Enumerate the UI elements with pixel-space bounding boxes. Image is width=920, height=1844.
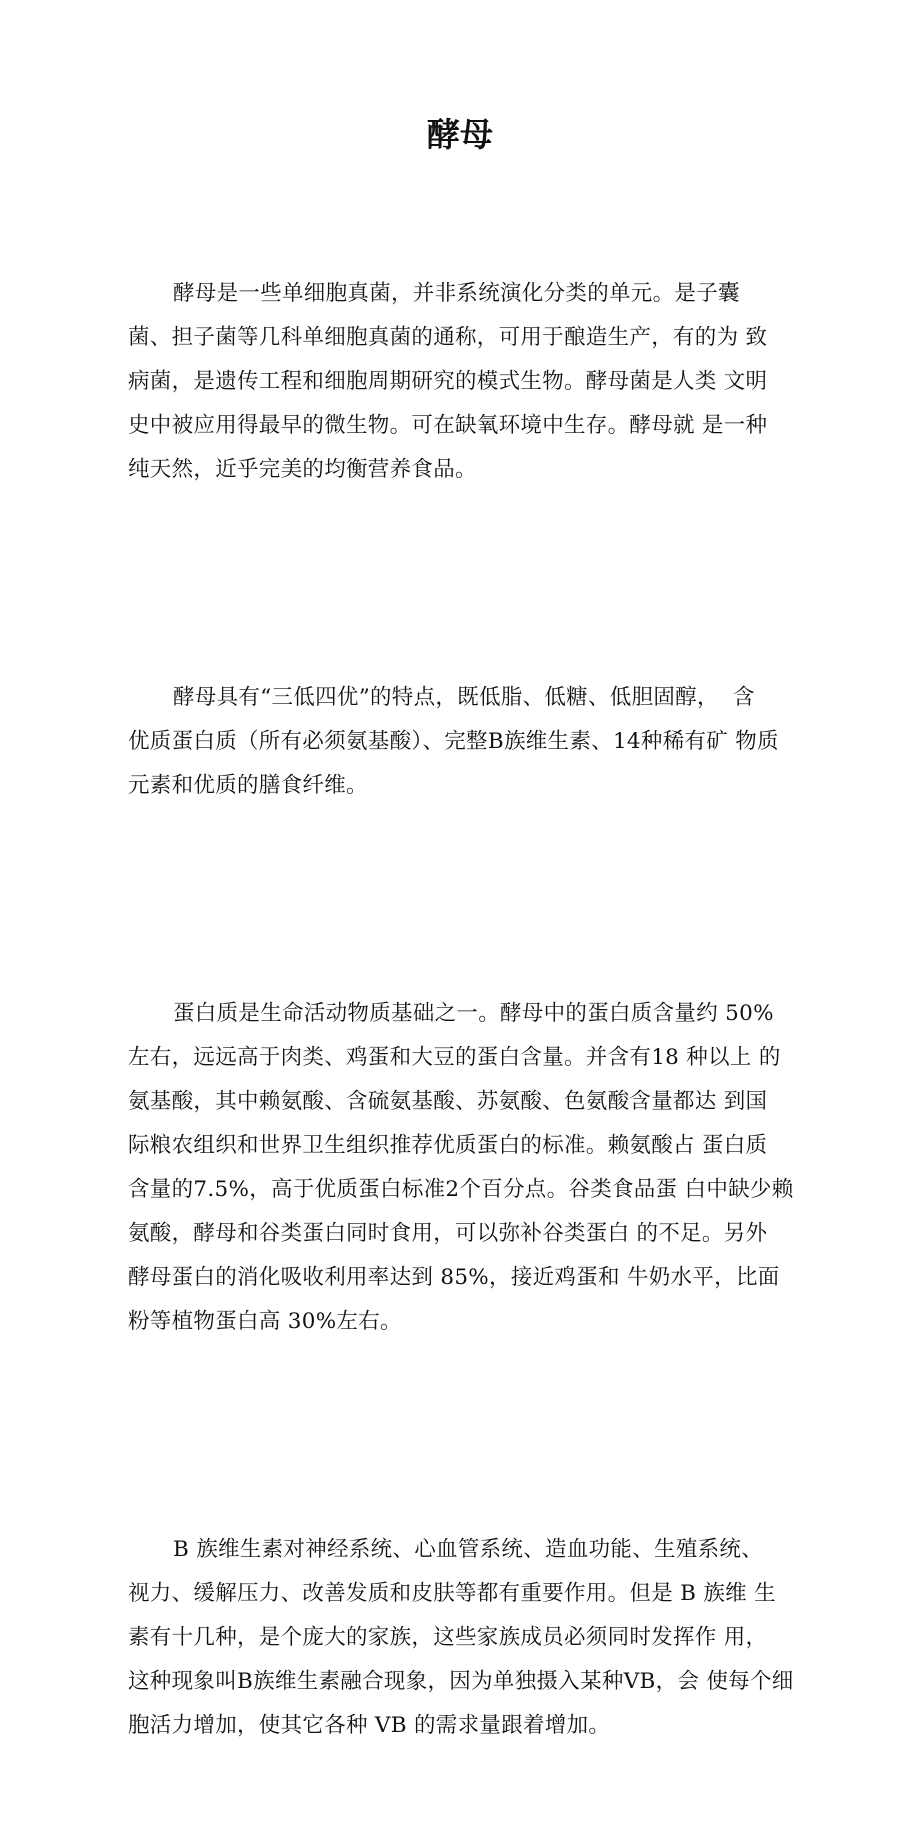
text-line: 史中被应用得最早的微生物。可在缺氧环境中生存。酵母就 是一种: [128, 413, 768, 438]
text-line: 氨基酸，其中赖氨酸、含硫氨基酸、苏氨酸、色氨酸含量都达 到国: [128, 1089, 768, 1114]
text-line: B 族维生素对神经系统、心血管系统、造血功能、生殖系统、: [173, 1537, 764, 1562]
text-line: 蛋白质是生命活动物质基础之一。酵母中的蛋白质含量约 50%: [173, 1001, 774, 1026]
text-line: 酵母蛋白的消化吸收利用率达到 85%，接近鸡蛋和 牛奶水平，比面: [128, 1265, 780, 1290]
document-body: [128, 184, 818, 1844]
text-line: 菌、担子菌等几科单细胞真菌的通称，可用于酿造生产，有的为 致: [128, 325, 768, 350]
text-line: 酵母具有“三低四优”的特点，既低脂、低糖、低胆固醇， 含: [173, 685, 755, 710]
text-line: 这种现象叫B族维生素融合现象，因为单独摄入某种VB，会 使每个细: [128, 1669, 794, 1694]
text-line: 纯天然，近乎完美的均衡营养食品。: [128, 457, 477, 482]
text-line: 含量的7.5%，高于优质蛋白标准2个百分点。谷类食品蛋 白中缺少赖: [128, 1177, 794, 1202]
text-line: 际粮农组织和世界卫生组织推荐优质蛋白的标准。赖氨酸占 蛋白质: [128, 1133, 768, 1158]
text-line: 左右，远远高于肉类、鸡蛋和大豆的蛋白含量。并含有18 种以上 的: [128, 1045, 781, 1070]
text-line: 氨酸，酵母和谷类蛋白同时食用，可以弥补谷类蛋白 的不足。另外: [128, 1221, 768, 1246]
text-line: 酵母是一些单细胞真菌，并非系统演化分类的单元。是子囊: [173, 281, 740, 306]
text-line: 胞活力增加，使其它各种 VB 的需求量跟着增加。: [128, 1713, 611, 1738]
paragraph-protein: [128, 904, 818, 1432]
text-line: 优质蛋白质（所有必须氨基酸）、完整B族维生素、14种稀有矿 物质: [128, 729, 779, 754]
paragraph-yeast-definition: [128, 184, 818, 580]
text-line: 病菌，是遗传工程和细胞周期研究的模式生物。酵母菌是人类 文明: [128, 369, 768, 394]
text-line: 视力、缓解压力、改善发质和皮肤等都有重要作用。但是 B 族维 生: [128, 1581, 776, 1606]
paragraph-three-low-four-good: [128, 588, 818, 896]
text-line: 粉等植物蛋白高 30%左右。: [128, 1309, 402, 1334]
text-line: 元素和优质的膳食纤维。: [128, 773, 368, 798]
text-line: 素有十几种，是个庞大的家族，这些家族成员必须同时发挥作 用，: [128, 1625, 768, 1650]
paragraph-vitamin-b: [128, 1440, 818, 1836]
document-title: 酵母: [427, 115, 493, 154]
